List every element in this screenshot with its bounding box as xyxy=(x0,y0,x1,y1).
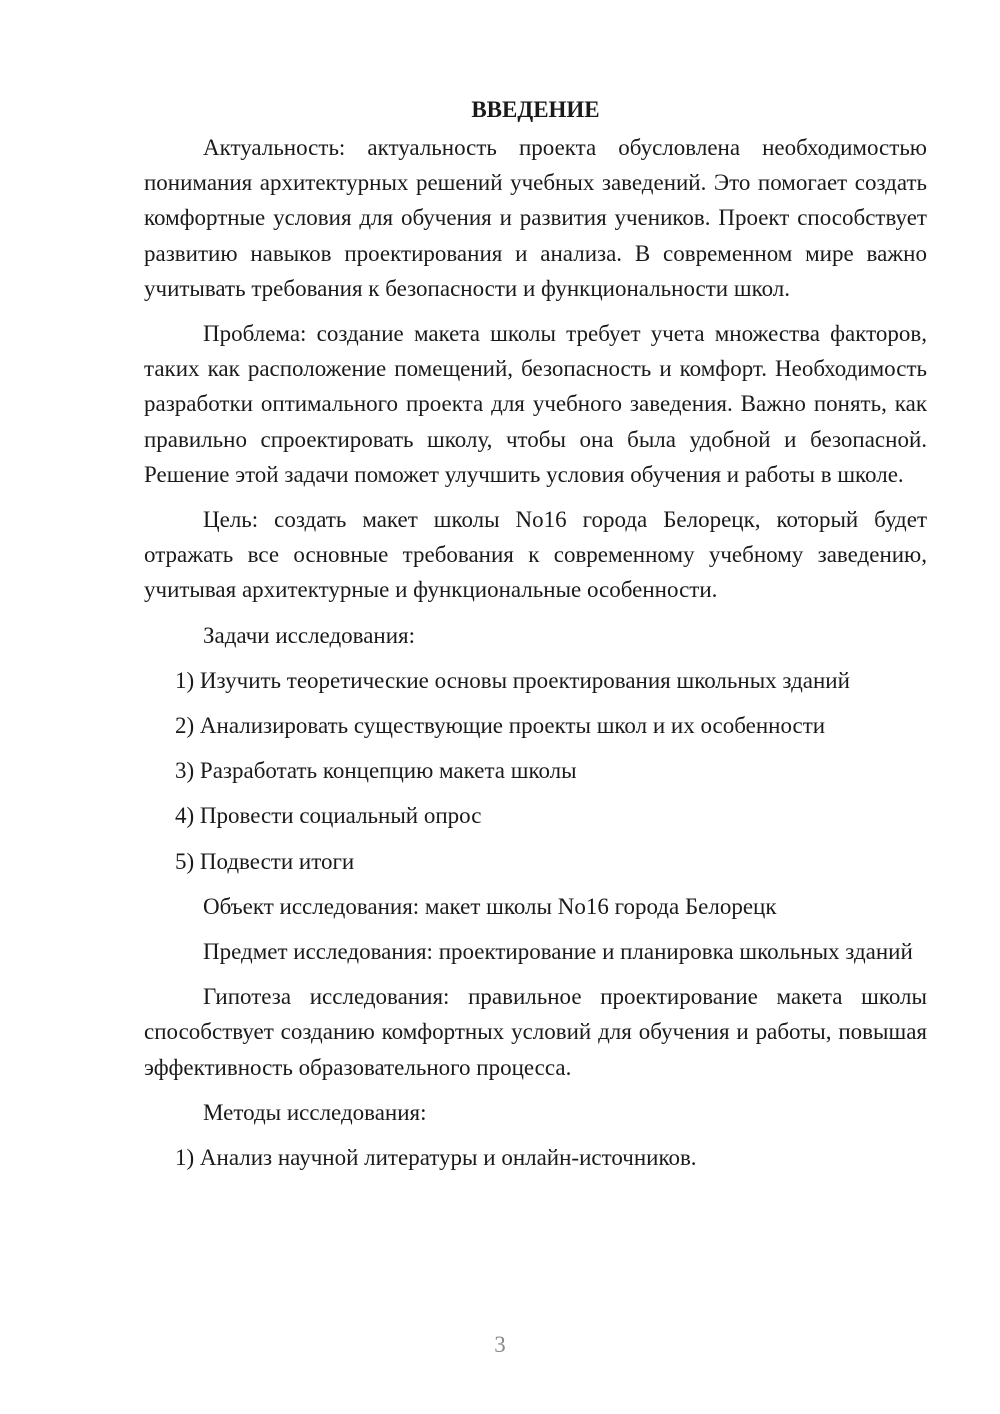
subject-paragraph: Предмет исследования: проектирование и планировка школьных зданий xyxy=(203,939,913,965)
goal-paragraph: Цель: создать макет школы No16 города Белорецк, который будет отражать все основные требования к современному учебному заведению, учитывая архитектурные и функциональные особенности. xyxy=(144,507,927,603)
methods-heading: Методы исследования: xyxy=(203,1099,427,1125)
page-content xyxy=(144,92,927,1185)
hypothesis-paragraph: Гипотеза исследования: правильное проектирование макета школы способствует созданию комфортных условий для обучения и работы, повышая эффективность образовательного процесса. xyxy=(144,984,927,1080)
relevance-paragraph: Актуальность: актуальность проекта обусловлена необходимостью понимания архитектурных решений учебных заведений. Это помогает создать комфортные условия для обучения и развития учеников. Проект способствует развитию навыков проектирования и анализа. В современном мире важно учитывать требования к безопасности и функциональности школ. xyxy=(144,135,927,301)
task-item: 4) Провести социальный опрос xyxy=(175,803,482,829)
page-number: 3 xyxy=(494,1332,506,1357)
tasks-heading: Задачи исследования: xyxy=(203,622,416,648)
task-item: 5) Подвести итоги xyxy=(175,848,355,874)
tasks-list xyxy=(144,663,927,879)
problem-paragraph: Проблема: создание макета школы требует учета множества факторов, таких как расположение помещений, безопасность и комфорт. Необходимость разработки оптимального проекта для учебного заведения. Важно понять, как правильно спроектировать школу, чтобы она была удобной и безопасной. Решение этой задачи поможет улучшить условия обучения и работы в школе. xyxy=(144,321,927,487)
methods-list xyxy=(144,1140,927,1175)
object-paragraph: Объект исследования: макет школы No16 города Белорецк xyxy=(203,893,777,919)
task-item: 2) Анализировать существующие проекты школ и их особенности xyxy=(175,713,826,739)
section-title: ВВЕДЕНИЕ xyxy=(471,97,600,122)
task-item: 1) Изучить теоретические основы проектирования школьных зданий xyxy=(175,667,850,693)
method-item: 1) Анализ научной литературы и онлайн-источников. xyxy=(175,1145,697,1171)
task-item: 3) Разработать концепцию макета школы xyxy=(175,758,577,784)
